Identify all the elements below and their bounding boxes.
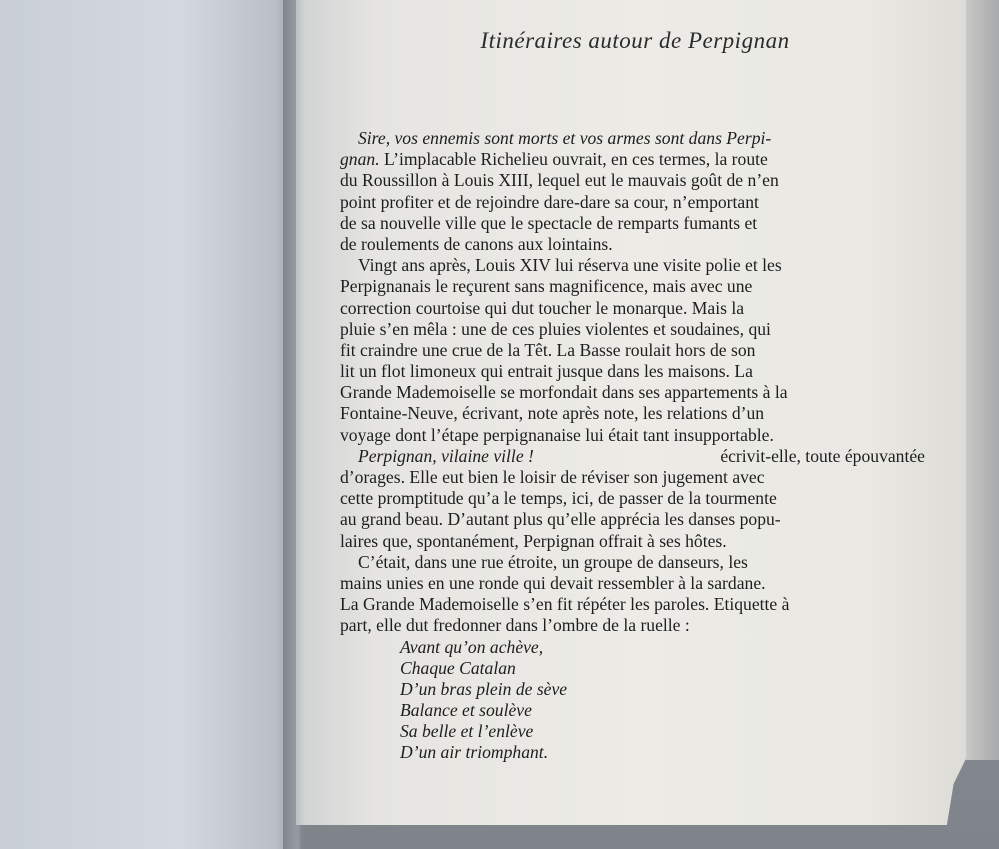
text-run: fit craindre une crue de la Têt. La Basse roulait hors de son [340,339,756,360]
text-line [340,319,925,340]
text-line [340,192,925,213]
verse-line: Chaque Catalan [400,657,516,678]
text-line [340,234,925,255]
text-line [340,446,925,467]
text-run: point profiter et de rejoindre dare-dare sa cour, n’emportant [340,191,759,212]
verse-line: D’un bras plein de sève [400,678,568,699]
text-line [340,361,925,382]
text-run: Grande Mademoiselle se morfondait dans ses appartements à la [340,382,788,403]
text-run: part, elle dut fredonner dans l’ombre de la ruelle : [340,615,690,636]
text-run: lit un flot limoneux qui entrait jusque dans les maisons. La [340,361,753,382]
text-line [340,298,925,319]
text-run: La Grande Mademoiselle s’en fit répéter les paroles. Etiquette à [340,594,790,615]
verse-line: D’un air triomphant. [400,742,549,763]
text-run: mains unies en une ronde qui devait ressembler à la sardane. [340,572,766,593]
quote-text: Perpignan, vilaine ville ! [358,445,534,466]
left-page [0,0,300,849]
text-line [340,573,925,594]
body-text [340,128,925,764]
text-run: du Roussillon à Louis XIII, lequel eut le mauvais goût de n’en [340,170,779,191]
page-heading: Itinéraires autour de Perpignan [480,28,790,53]
text-run: voyage dont l’étape perpignanaise lui était tant insupportable. [340,424,774,445]
text-run: pluie s’en mêla : une de ces pluies violentes et soudaines, qui [340,318,771,339]
verse-line: Balance et soulève [400,700,532,721]
text-line [340,149,925,170]
text-line [340,403,925,424]
text-run: d’orages. Elle eut bien le loisir de réviser son jugement avec [340,467,765,487]
text-run: C’était, dans une rue étroite, un groupe de danseurs, les [358,551,748,572]
text-run: de roulements de canons aux lointains. [340,233,613,254]
text-line [340,552,925,573]
text-run: laires que, spontanément, Perpignan offrait à ses hôtes. [340,530,727,551]
text-run: de sa nouvelle ville que le spectacle de remparts fumants et [340,212,758,233]
text-run: Fontaine-Neuve, écrivant, note après note, les relations d’un [340,403,765,424]
text-line [340,340,925,361]
text-run: au grand beau. D’autant plus qu’elle apprécia les danses popu- [340,509,781,530]
text-run: Vingt ans après, Louis XIV lui réserva une visite polie et les [358,255,782,276]
text-line [340,594,925,615]
text-line [340,615,925,636]
text-line [340,213,925,234]
text-run: L’implacable Richelieu ouvrait, en ces termes, la route [379,149,768,170]
text-run: écrivit-elle, toute épouvantée [720,445,925,466]
verse-line: Avant qu’on achève, [400,636,544,657]
text-line [340,531,925,552]
quote-text: gnan. [340,149,380,170]
text-run: correction courtoise qui dut toucher le monarque. Mais la [340,297,745,318]
text-line [340,255,925,276]
quote-text: Sire, vos ennemis sont morts et vos armes sont dans Perpi- [358,128,772,148]
text-line [340,488,925,509]
page-edge-shadow [966,0,999,760]
text-line [340,382,925,403]
book-gutter [283,0,305,849]
text-line [340,467,925,488]
text-line [340,128,925,149]
text-line [340,276,925,297]
text-line [340,425,925,446]
text-line [340,170,925,191]
text-run: Perpignanais le reçurent sans magnificence, mais avec une [340,276,753,297]
text-line [340,509,925,530]
text-line-content [340,149,768,170]
verse-line: Sa belle et l’enlève [400,721,534,742]
text-run: cette promptitude qu’a le temps, ici, de passer de la tourmente [340,488,777,509]
